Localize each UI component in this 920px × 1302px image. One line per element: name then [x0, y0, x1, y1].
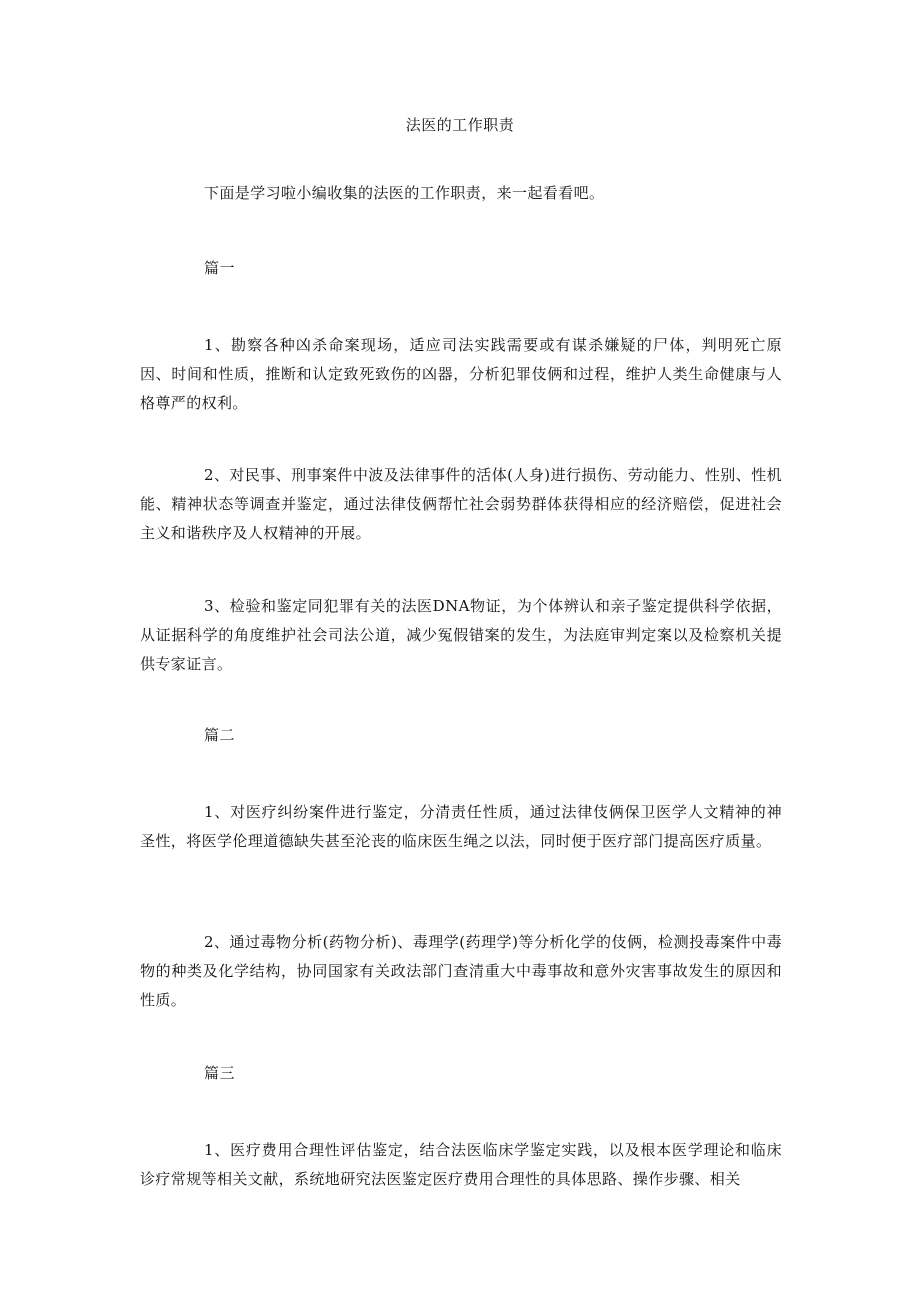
- section-1-item-1: 1、勘察各种凶杀命案现场，适应司法实践需要或有谋杀嫌疑的尸体，判明死亡原因、时间和性质，推断和认定致死致伤的凶器，分析犯罪伎俩和过程，维护人类生命健康与人格尊严的权利。: [140, 336, 782, 412]
- section-2-item-2: 2、通过毒物分析(药物分析)、毒理学(药理学)等分析化学的伎俩，检测投毒案件中毒物的种类及化学结构，协同国家有关政法部门查清重大中毒事故和意外灾害事故发生的原因和性质。: [140, 933, 782, 1009]
- section-1-item-2: 2、对民事、刑事案件中波及法律事件的活体(人身)进行损伤、劳动能力、性别、性机能、精神状态等调查并鉴定，通过法律伎俩帮忙社会弱势群体获得相应的经济赔偿，促进社会主义和谐秩序及人权精神的开展。: [140, 466, 782, 542]
- section-heading-2: 篇二: [204, 726, 236, 744]
- document-title: 法医的工作职责: [405, 116, 515, 134]
- section-3-item-1: 1、医疗费用合理性评估鉴定，结合法医临床学鉴定实践，以及根本医学理论和临床诊疗常规等相关文献，系统地研究法医鉴定医疗费用合理性的具体思路、操作步骤、相关: [140, 1141, 782, 1188]
- section-1-item-3: 3、检验和鉴定同犯罪有关的法医DNA物证，为个体辨认和亲子鉴定提供科学依据，从证据科学的角度维护社会司法公道，减少冤假错案的发生，为法庭审判定案以及检察机关提供专家证言。: [140, 597, 782, 673]
- section-2-item-1: 1、对医疗纠纷案件进行鉴定，分清责任性质，通过法律伎俩保卫医学人文精神的神圣性，将医学伦理道德缺失甚至沦丧的临床医生绳之以法，同时便于医疗部门提高医疗质量。: [140, 803, 782, 850]
- intro-paragraph: 下面是学习啦小编收集的法医的工作职责，来一起看看吧。: [204, 184, 605, 202]
- section-heading-3: 篇三: [204, 1064, 236, 1082]
- section-heading-1: 篇一: [204, 259, 236, 277]
